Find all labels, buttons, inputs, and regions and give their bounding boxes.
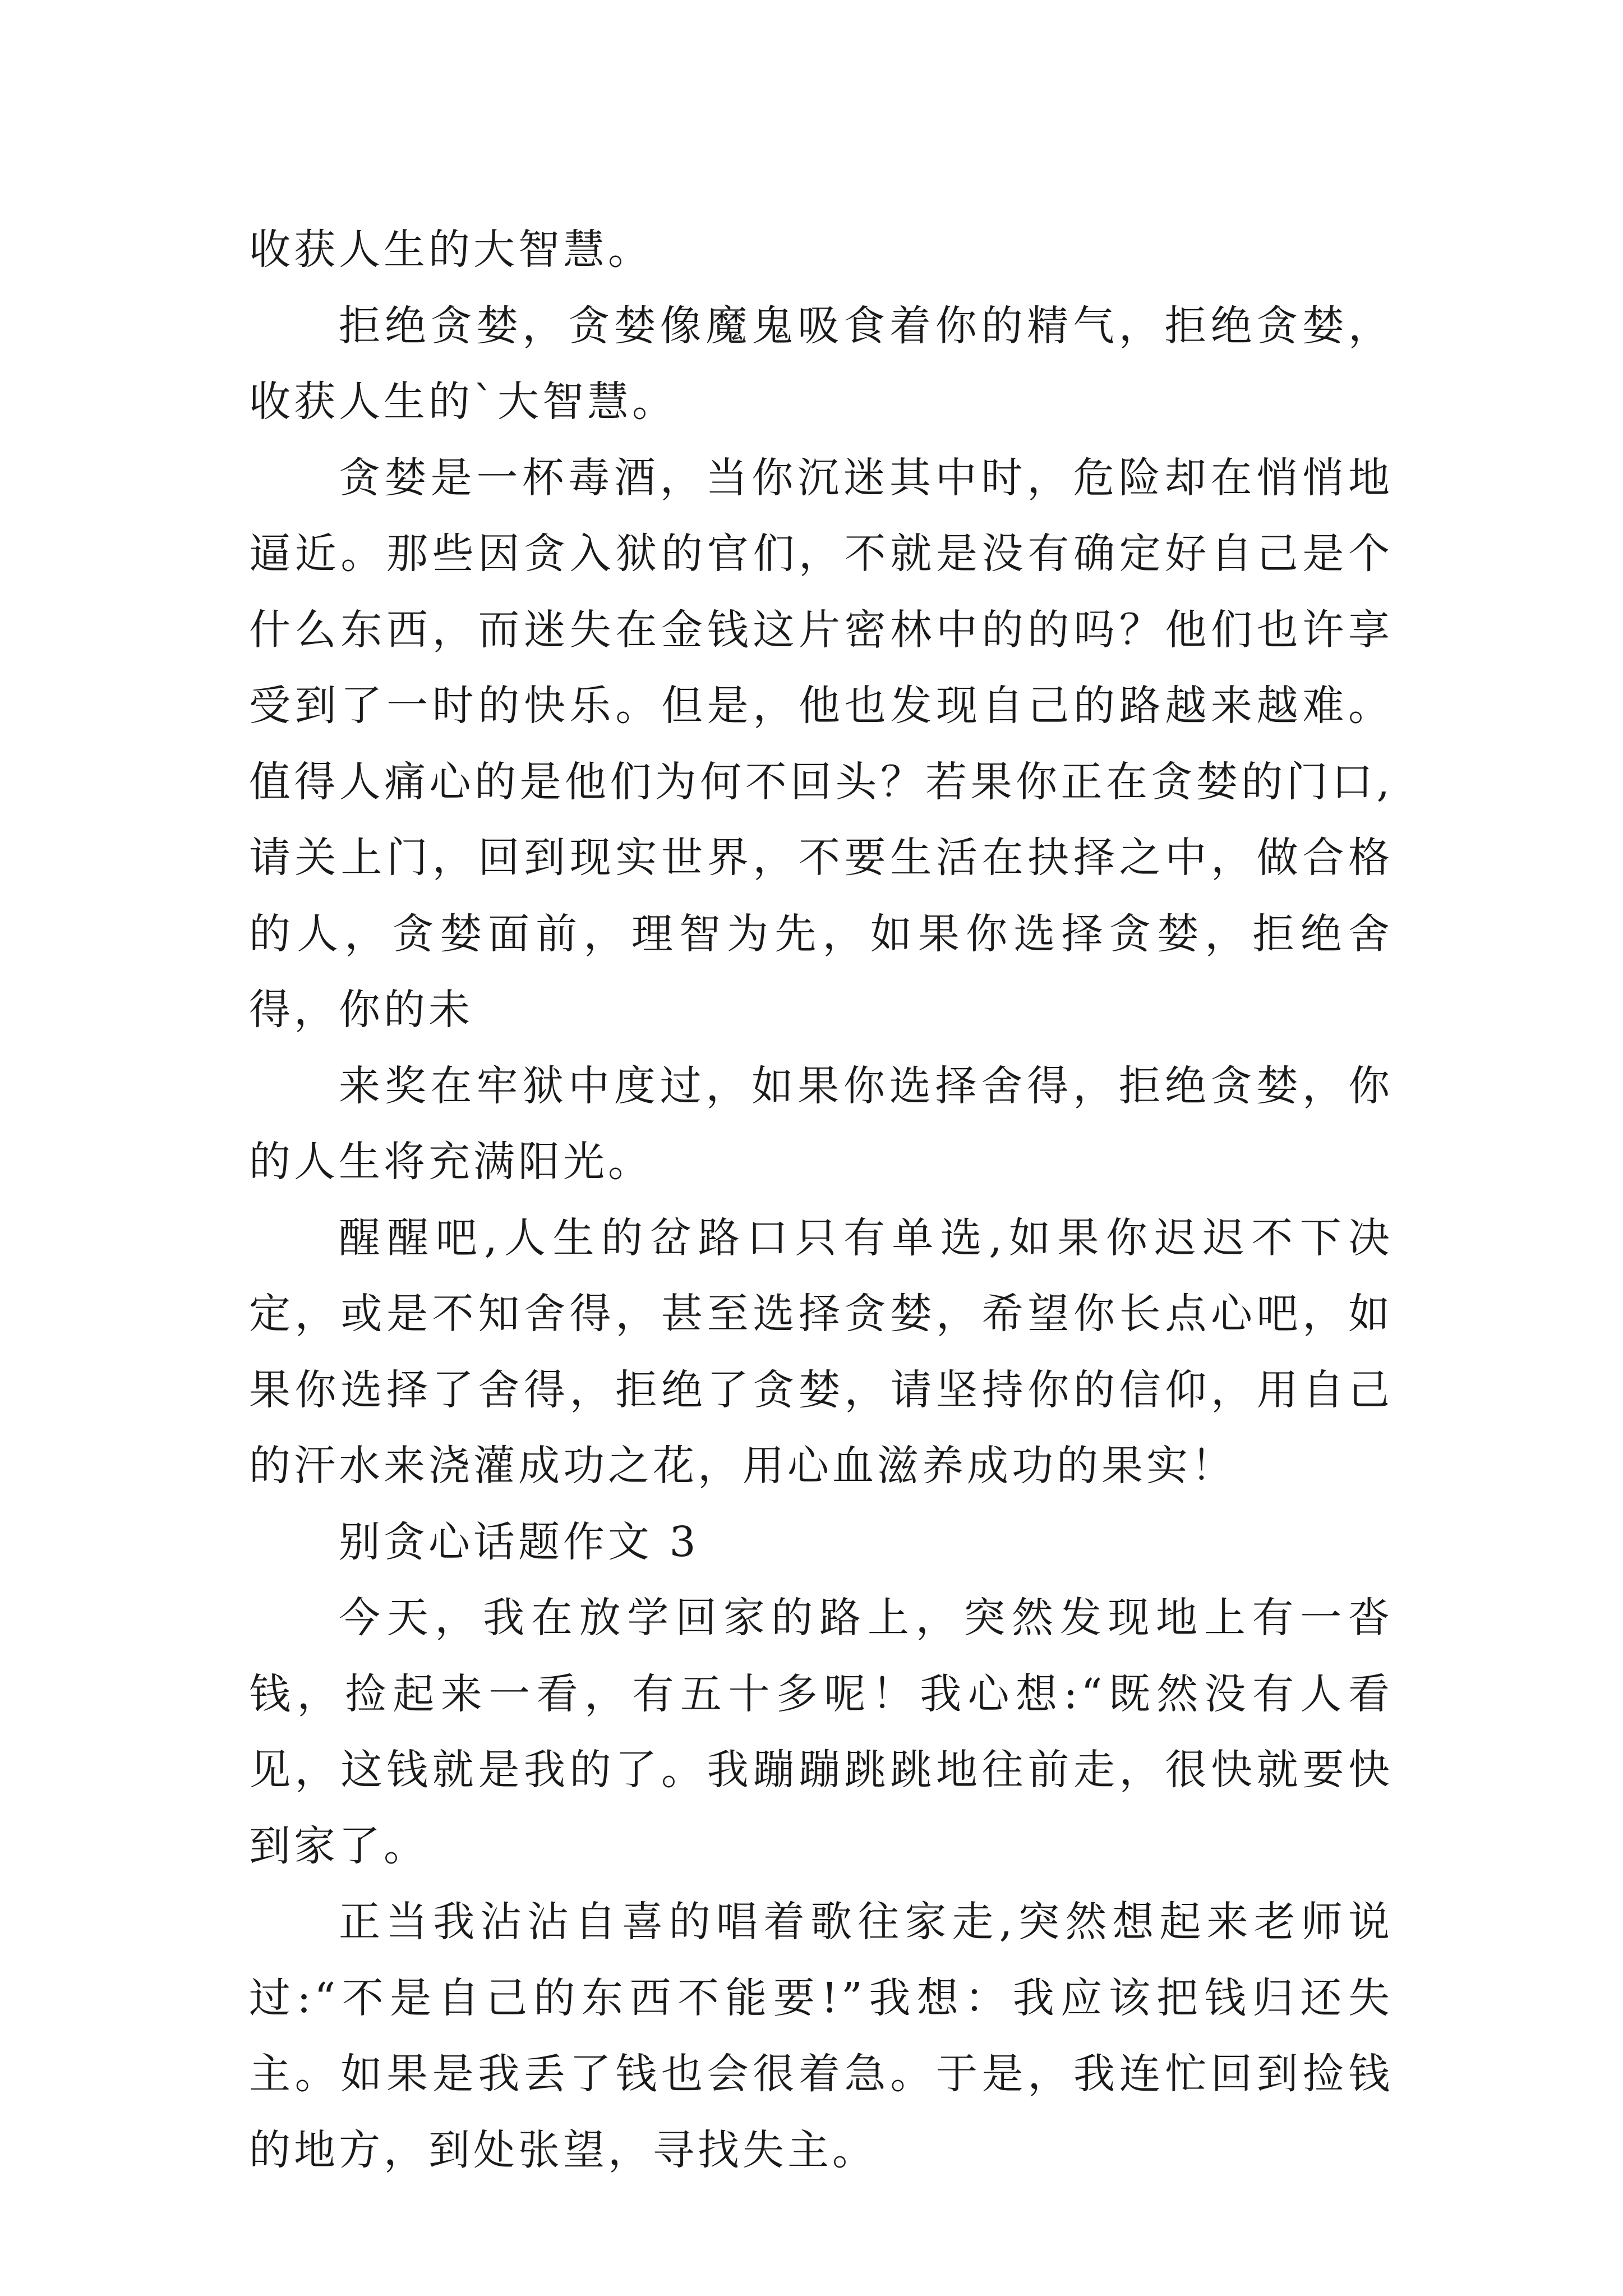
- paragraph: 醒醒吧,人生的岔路口只有单选,如果你迟迟不下决定，或是不知舍得，甚至选择贪婪，希望你长点心吧，如果你选择了舍得，拒绝了贪婪，请坚持你的信仰，用自己的汗水来浇灌成功之花，用心血滋养成功的果实！: [249, 1213, 1393, 1490]
- paragraph: 来奖在牢狱中度过，如果你选择舍得，拒绝贪婪，你的人生将充满阳光。: [249, 1061, 1393, 1186]
- paragraph: 正当我沾沾自喜的唱着歌往家走,突然想起来老师说过:“不是自己的东西不能要!”我想：我应该把钱归还失主。如果是我丢了钱也会很着急。于是，我连忙回到捡钱的地方，到处张望，寻找失主。: [249, 1898, 1393, 2174]
- paragraph: 收获人生的大智慧。: [249, 226, 653, 274]
- paragraph: 贪婪是一杯毒酒，当你沉迷其中时，危险却在悄悄地逼近。那些因贪入狱的官们，不就是没有确定好自己是个什么东西，而迷失在金钱这片密林中的的吗？他们也许享受到了一时的快乐。但是，他也发现自己的路越来越难。值得人痛心的是他们为何不回头？若果你正在贪婪的门口,请关上门，回到现实世界，不要生活在抉择之中，做合格的人，贪婪面前，理智为先，如果你选择贪婪，拒绝舍得，你的未: [249, 453, 1393, 1034]
- document-body: [249, 212, 1393, 2188]
- section-title: 别贪心话题作文 3: [339, 1517, 699, 1566]
- paragraph: 今天，我在放学回家的路上，突然发现地上有一沓钱，捡起来一看，有五十多呢！我心想:“既然没有人看见，这钱就是我的了。我蹦蹦跳跳地往前走，很快就要快到家了。: [249, 1594, 1393, 1870]
- paragraph: 拒绝贪婪，贪婪像魔鬼吸食着你的精气，拒绝贪婪，收获人生的`大智慧。: [249, 301, 1393, 426]
